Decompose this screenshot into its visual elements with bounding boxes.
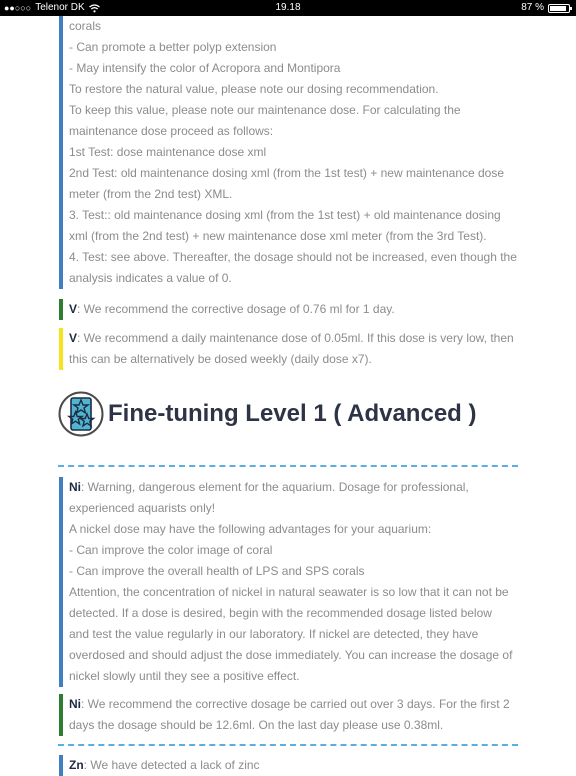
section-divider xyxy=(58,465,518,467)
corrective-text: : We recommend the corrective dosage of 0.76 ml for 1 day. xyxy=(77,302,395,316)
info-line: - May intensify the color of Acropora and Montipora xyxy=(69,61,341,75)
info-line: maintenance dose proceed as follows: xyxy=(69,124,274,138)
info-line: 2nd Test: old maintenance dosing xml (from the 1st test) + new maintenance dose xyxy=(69,166,505,180)
element-symbol: V xyxy=(69,302,78,316)
maintenance-text: : We recommend a daily maintenance dose of 0.05ml. If this dose is very low, then xyxy=(77,331,514,345)
info-line: A nickel dose may have the following advantages for your aquarium: xyxy=(69,522,432,536)
info-line: xml (from the 2nd test) + new maintenance dose xml meter (from the 3rd Test). xyxy=(69,229,487,243)
status-right xyxy=(521,0,570,16)
info-line: 4. Test: see above. Thereafter, the dosage should not be increased, even though the xyxy=(69,250,517,264)
info-line: corals xyxy=(69,19,102,33)
info-line: To restore the natural value, please note our dosing recommendation. xyxy=(69,82,439,96)
info-line: nickel slowly until they see a positive effect. xyxy=(69,669,300,683)
zinc-text: : We have detected a lack of zinc xyxy=(83,758,260,772)
status-bar xyxy=(0,0,576,16)
info-line: overdosed and should adjust the dose immediately. You can increase the dosage of xyxy=(69,648,513,662)
info-line: Attention, the concentration of nickel in natural seawater is so low that it can not be xyxy=(69,585,509,599)
nickel-corrective-line2: days the dosage should be 12.6ml. On the last day please use 0.38ml. xyxy=(69,718,444,732)
element-symbol: V xyxy=(69,331,78,345)
info-line: - Can promote a better polyp extension xyxy=(69,40,277,54)
nickel-info-block xyxy=(59,477,519,687)
info-line: - Can improve the overall health of LPS and SPS corals xyxy=(69,564,365,578)
element-symbol: Ni xyxy=(69,480,81,494)
info-line: - Can improve the color image of coral xyxy=(69,543,273,557)
info-line: detected. If a dose is desired, begin with the recommended dosage listed below xyxy=(69,606,492,620)
info-line: 1st Test: dose maintenance dose xml xyxy=(69,145,267,159)
section-heading xyxy=(58,388,476,440)
element-symbol: Zn xyxy=(69,758,84,772)
maintenance-text-line2: this can be alternatively be dosed weekly (daily dose x7). xyxy=(69,352,372,366)
maintenance-dosage-block xyxy=(59,328,519,370)
stars-badge-icon xyxy=(58,391,104,437)
nickel-warning-text: : Warning, dangerous element for the aquarium. Dosage for professional, xyxy=(81,480,469,494)
battery-percent: 87 % xyxy=(521,2,544,13)
carrier-name: Telenor DK xyxy=(35,2,85,13)
nickel-corrective-block xyxy=(59,694,519,736)
info-line: To keep this value, please note our maintenance dose. For calculating the xyxy=(69,103,461,117)
block-divider xyxy=(58,744,518,746)
info-line: 3. Test:: old maintenance dosing xml (from the 1st test) + old maintenance dosing xyxy=(69,208,501,222)
battery-icon xyxy=(548,4,570,13)
info-line: and test the value regularly in our laboratory. If nickel are detected, they have xyxy=(69,627,479,641)
nickel-corrective-text: : We recommend the corrective dosage be carried out over 3 days. For the first 2 xyxy=(81,697,510,711)
info-line: experienced aquarists only! xyxy=(69,501,216,515)
element-info-block xyxy=(59,16,519,289)
section-title: Fine-tuning Level 1 ( Advanced ) xyxy=(108,400,477,427)
signal-strength-icon: ●●○○○ xyxy=(4,3,32,13)
zinc-info-block xyxy=(59,755,519,776)
clock: 19.18 xyxy=(275,2,301,13)
info-line: analysis indicates a value of 0. xyxy=(69,271,232,285)
element-symbol: Ni xyxy=(69,697,81,711)
info-line: meter (from the 2nd test) XML. xyxy=(69,187,233,201)
corrective-dosage-block xyxy=(59,299,519,320)
